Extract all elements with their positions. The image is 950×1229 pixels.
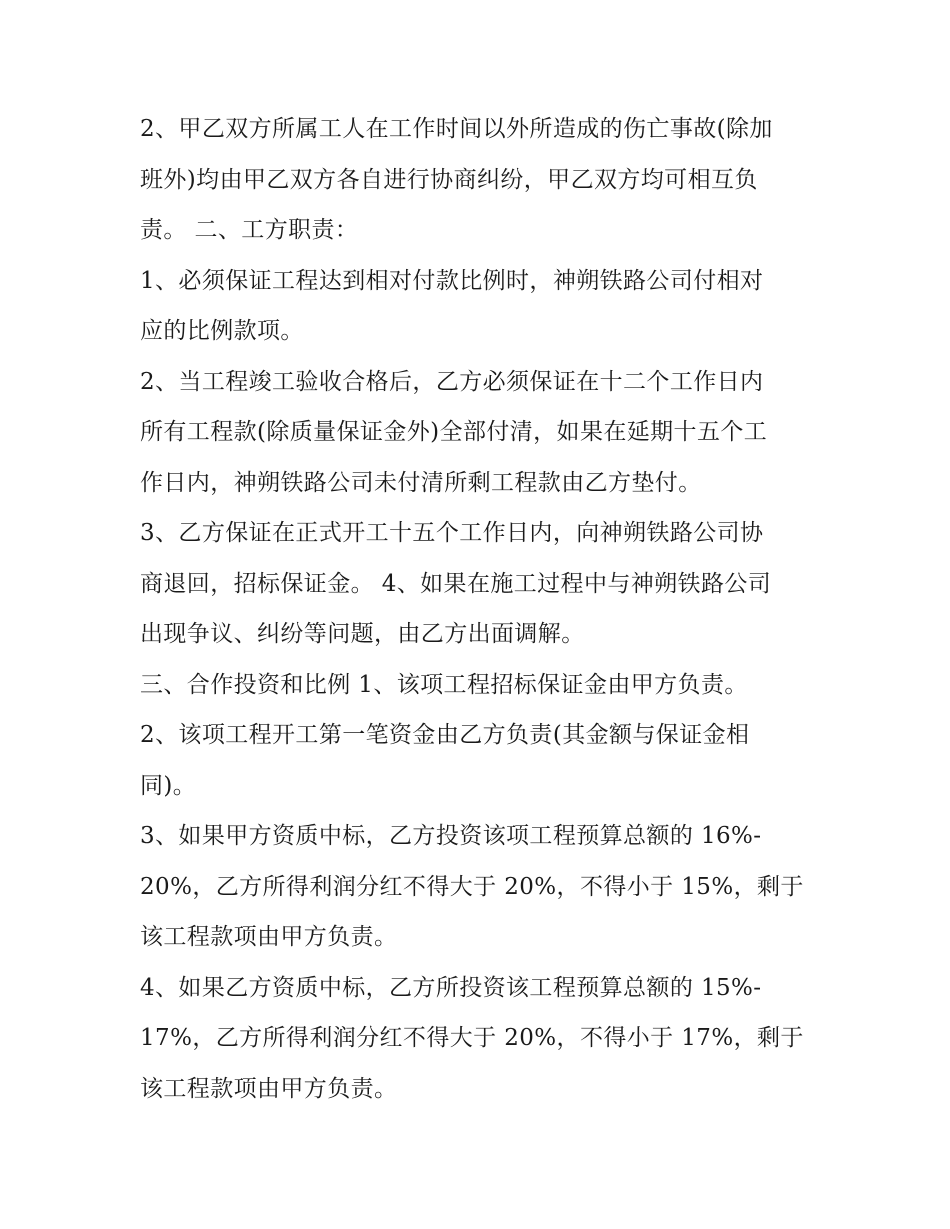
paragraph-line: 1、必须保证工程达到相对付款比例时，神朔铁路公司付相对 (140, 267, 764, 294)
paragraph-3 (140, 357, 812, 509)
paragraph-line: 17%，乙方所得利润分红不得大于 20%，不得小于 17%，剩于 (140, 1025, 804, 1051)
paragraph-line: 所有工程款(除质量保证金外)全部付清，如果在延期十五个工 (140, 419, 768, 445)
paragraph-line: 责。 二、工方职责： (140, 217, 359, 243)
paragraph-line: 3、如果甲方资质中标，乙方投资该项工程预算总额的 16%- (140, 823, 762, 849)
paragraph-1 (140, 104, 812, 256)
document-body (140, 104, 812, 1114)
paragraph-line: 2、当工程竣工验收合格后，乙方必须保证在十二个工作日内 (140, 368, 764, 395)
paragraph-line: 出现争议、纠纷等问题，由乙方出面调解。 (140, 621, 585, 647)
paragraph-6 (140, 710, 812, 811)
paragraph-5 (140, 660, 812, 711)
paragraph-line: 商退回，招标保证金。 4、如果在施工过程中与神朔铁路公司 (140, 570, 772, 597)
paragraph-line: 2、甲乙双方所属工人在工作时间以外所造成的伤亡事故(除加 (140, 116, 773, 142)
paragraph-2 (140, 256, 812, 357)
paragraph-8 (140, 963, 812, 1115)
paragraph-4 (140, 508, 812, 660)
paragraph-line: 该工程款项由甲方负责。 (140, 1075, 398, 1102)
paragraph-line: 20%，乙方所得利润分红不得大于 20%，不得小于 15%，剩于 (140, 873, 804, 900)
paragraph-line: 该工程款项由甲方负责。 (140, 924, 398, 950)
paragraph-line: 4、如果乙方资质中标，乙方所投资该工程预算总额的 15%- (140, 974, 762, 1001)
paragraph-7 (140, 811, 812, 963)
paragraph-line: 班外)均由甲乙双方各自进行协商纠纷，甲乙双方均可相互负 (140, 166, 758, 193)
paragraph-line: 2、该项工程开工第一笔资金由乙方负责(其金额与保证金相 (140, 722, 750, 748)
paragraph-line: 同)。 (140, 772, 197, 799)
paragraph-line: 作日内，神朔铁路公司未付清所剩工程款由乙方垫付。 (140, 469, 702, 496)
paragraph-line: 3、乙方保证在正式开工十五个工作日内，向神朔铁路公司协 (140, 520, 764, 546)
paragraph-line: 应的比例款项。 (140, 318, 304, 344)
paragraph-line: 三、合作投资和比例 1、该项工程招标保证金由甲方负责。 (140, 671, 748, 698)
